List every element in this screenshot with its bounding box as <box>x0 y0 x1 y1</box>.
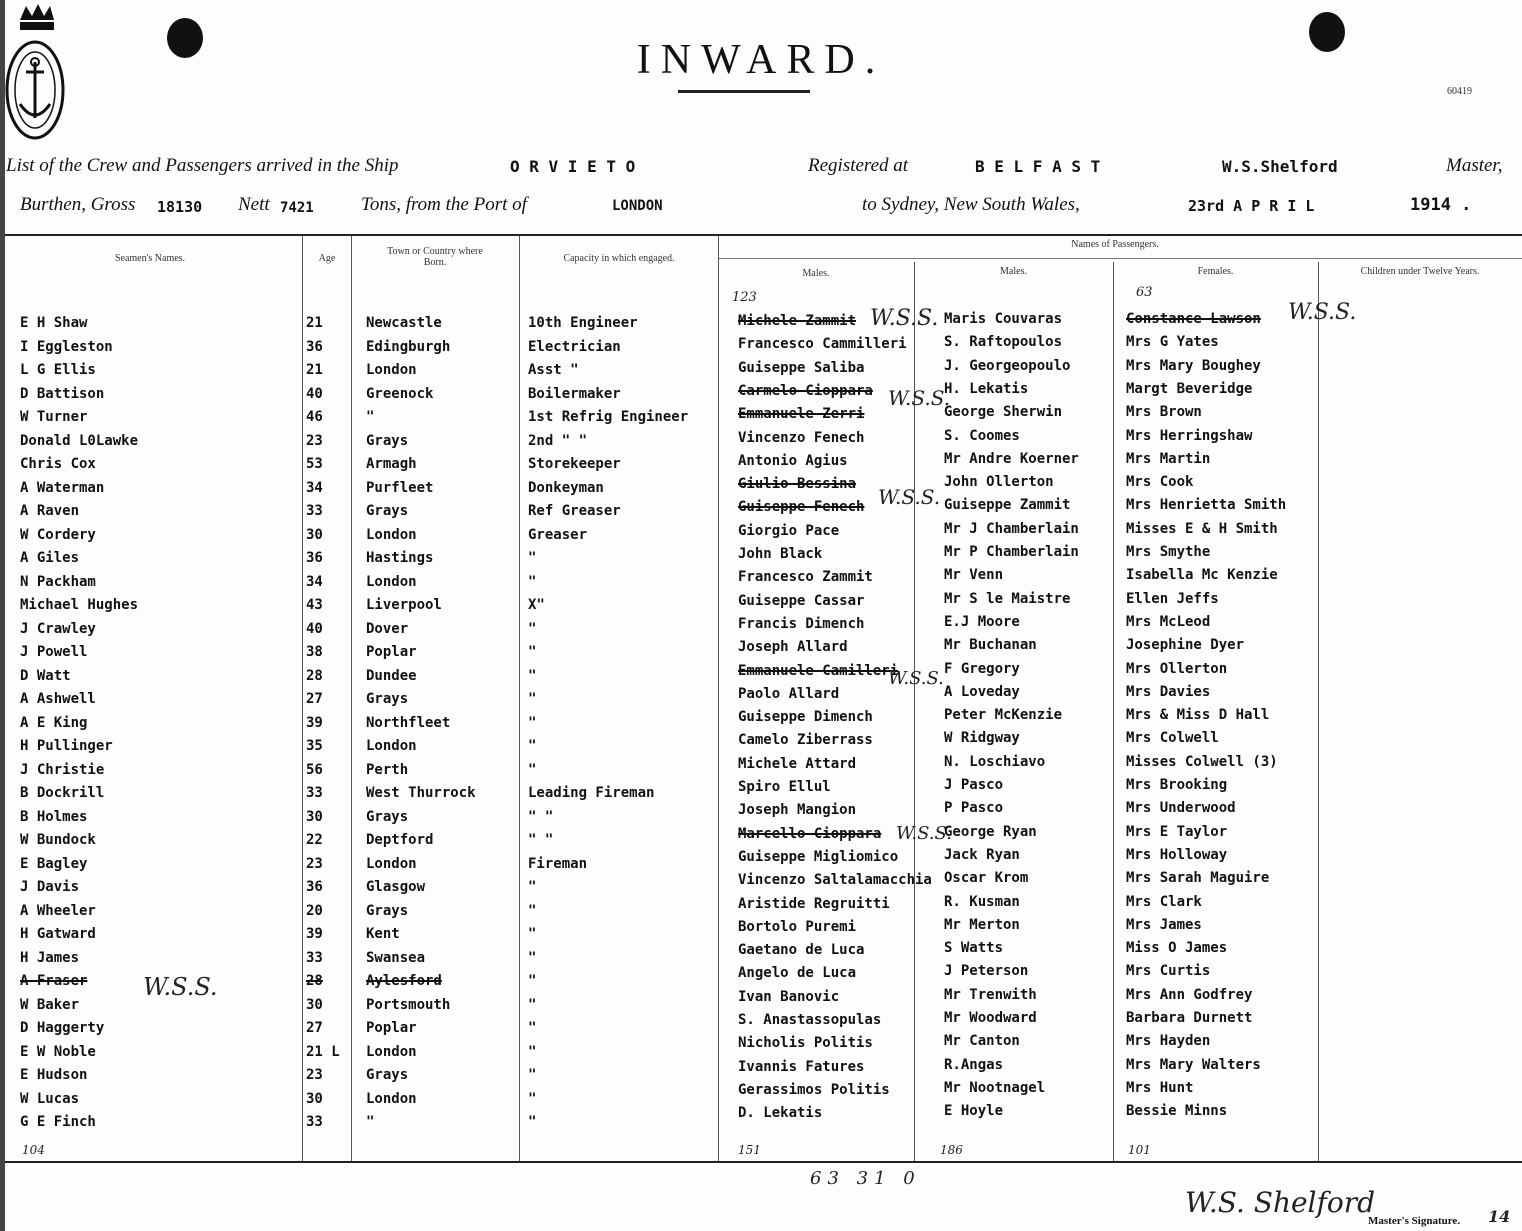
passenger-male: Vincenzo Fenech <box>738 429 865 446</box>
passenger-female: Mrs Ann Godfrey <box>1126 986 1253 1003</box>
passenger-male: Jack Ryan <box>944 846 1020 863</box>
passenger-male: Aristide Regruitti <box>738 895 890 912</box>
seaman-birthplace: Purfleet <box>366 479 434 496</box>
master-label: Master, <box>1446 155 1503 176</box>
seaman-name: J Davis <box>20 879 80 895</box>
seaman-age: 30 <box>306 526 323 543</box>
seaman-birthplace: Glasgow <box>366 879 426 895</box>
passenger-male: Ivan Banovic <box>738 988 840 1005</box>
nett-tons: 7421 <box>280 200 314 216</box>
seaman-age: 36 <box>306 338 323 355</box>
seaman-capacity: Leading Fireman <box>528 785 655 801</box>
females-total: 101 <box>1128 1143 1151 1157</box>
passenger-male: John Ollerton <box>944 474 1054 491</box>
passenger-female: Mrs Curtis <box>1126 963 1211 980</box>
seaman-birthplace: Grays <box>366 902 409 919</box>
seaman-age: 39 <box>306 714 323 731</box>
seaman-name: I Eggleston <box>20 338 113 355</box>
form-number: 60419 <box>1447 86 1472 97</box>
passenger-male: George Ryan <box>944 823 1037 840</box>
destination-label: to Sydney, New South Wales, <box>862 194 1080 215</box>
seaman-capacity: Boilermaker <box>528 385 621 402</box>
passenger-male: Bortolo Puremi <box>738 918 857 935</box>
seaman-age: 46 <box>306 409 323 425</box>
col-divider-4 <box>718 236 719 1161</box>
seaman-birthplace: Grays <box>366 432 409 449</box>
seaman-age: 30 <box>306 808 323 825</box>
passenger-female: Mrs Clark <box>1126 893 1202 910</box>
seaman-capacity: Donkeyman <box>528 479 604 496</box>
passenger-female: Mrs & Miss D Hall <box>1126 707 1270 724</box>
seaman-birthplace: Deptford <box>366 832 434 848</box>
seaman-name: W Cordery <box>20 526 96 543</box>
seaman-age: 34 <box>306 479 323 496</box>
passenger-male: Mr P Chamberlain <box>944 544 1079 560</box>
seaman-age: 21 <box>306 362 323 378</box>
seaman-name: E Bagley <box>20 855 88 872</box>
crew-total: 104 <box>22 1143 45 1157</box>
seaman-capacity: " " <box>528 832 554 848</box>
passenger-male: S. Raftopoulos <box>944 334 1063 351</box>
seaman-capacity: X" <box>528 597 545 613</box>
passenger-male: Emmanuele Camilleri <box>738 662 899 679</box>
passenger-male: Carmelo Cioppara <box>738 382 873 399</box>
seaman-name: A Ashwell <box>20 691 96 707</box>
seaman-birthplace: Hastings <box>366 550 434 566</box>
seaman-name: A Wheeler <box>20 902 96 919</box>
signature-label: Master's Signature. <box>1368 1215 1461 1227</box>
passenger-male: E Hoyle <box>944 1103 1004 1120</box>
passenger-female: Mrs McLeod <box>1126 613 1211 630</box>
gross-tons: 18130 <box>157 198 203 216</box>
passenger-female: Isabella Mc Kenzie <box>1126 567 1278 584</box>
passenger-male: Giulio Bessina <box>738 476 857 493</box>
seaman-name: D Battison <box>20 385 105 402</box>
seaman-name: H Pullinger <box>20 738 113 754</box>
passenger-male: Vincenzo Saltalamacchia <box>738 872 932 889</box>
bottom-tally: 63 31 0 <box>810 1168 921 1189</box>
seaman-name: A Waterman <box>20 479 105 496</box>
initials-mark: W.S.S. <box>878 485 941 509</box>
seaman-age: 30 <box>306 1090 323 1107</box>
seaman-birthplace: Poplar <box>366 1020 417 1036</box>
title-underline <box>678 90 810 93</box>
passenger-male: H. Lekatis <box>944 380 1029 397</box>
passenger-female: Mrs Martin <box>1126 450 1211 467</box>
seaman-name: J Powell <box>20 644 88 660</box>
seaman-age: 21 L <box>306 1043 340 1060</box>
seaman-capacity: Asst " <box>528 362 579 378</box>
passenger-male: E.J Moore <box>944 613 1020 630</box>
seaman-birthplace: Grays <box>366 691 409 707</box>
passenger-female: Bessie Minns <box>1126 1103 1228 1120</box>
col-head-males-1: Males. <box>802 268 830 279</box>
seaman-age: 27 <box>306 1020 323 1036</box>
seaman-capacity: " <box>528 691 537 707</box>
seaman-capacity: 10th Engineer <box>528 315 638 331</box>
passenger-male: Michele Zammit <box>738 313 857 329</box>
passenger-male: Francesco Cammilleri <box>738 336 907 353</box>
col-head-passengers: Names of Passengers. <box>1071 239 1159 250</box>
seaman-birthplace: London <box>366 526 417 543</box>
seaman-birthplace: Greenock <box>366 385 434 402</box>
passenger-female: Mrs Hayden <box>1126 1033 1211 1050</box>
seaman-birthplace: Dundee <box>366 667 417 684</box>
passenger-male: J. Georgeopoulo <box>944 357 1071 374</box>
seaman-birthplace: Portsmouth <box>366 996 451 1013</box>
passenger-male: N. Loschiavo <box>944 753 1046 770</box>
males1-top-count: 123 <box>732 290 757 305</box>
seaman-age: 33 <box>306 1114 323 1130</box>
col-head-males-2: Males. <box>1000 266 1027 277</box>
passenger-female: Misses E & H Smith <box>1126 520 1278 537</box>
seaman-birthplace: London <box>366 1090 417 1107</box>
from-port: LONDON <box>612 198 663 214</box>
seaman-capacity: " <box>528 902 537 919</box>
seaman-capacity: " <box>528 573 537 590</box>
females-top-count: 63 <box>1136 285 1153 300</box>
seaman-birthplace: Newcastle <box>366 315 442 331</box>
passenger-male: Guiseppe Migliomico <box>738 848 899 865</box>
passenger-male: Giorgio Pace <box>738 522 840 539</box>
seaman-age: 43 <box>306 597 323 613</box>
seaman-name: J Christie <box>20 761 105 778</box>
page-title: INWARD. <box>636 37 886 83</box>
seaman-capacity: " <box>528 644 537 660</box>
seaman-capacity: " <box>528 667 537 684</box>
seaman-birthplace: West Thurrock <box>366 785 476 801</box>
seaman-name: E H Shaw <box>20 315 88 331</box>
left-border <box>0 0 5 1231</box>
col-divider-1 <box>302 236 303 1161</box>
seaman-birthplace: Dover <box>366 620 409 637</box>
nett-label: Nett <box>238 194 270 215</box>
passenger-male: S Watts <box>944 940 1004 957</box>
master-name: W.S.Shelford <box>1222 157 1338 176</box>
passenger-female: Mrs Mary Walters <box>1126 1056 1261 1073</box>
seaman-birthplace: " <box>366 1114 375 1130</box>
seaman-age: 23 <box>306 432 323 449</box>
col-head-town: Town or Country where Born. <box>387 246 483 268</box>
passenger-male: Guiseppe Fenech <box>738 499 865 516</box>
seaman-name: Chris Cox <box>20 456 96 472</box>
seaman-capacity: Fireman <box>528 855 588 872</box>
registered-label: Registered at <box>808 155 909 176</box>
seaman-capacity: " <box>528 1067 537 1083</box>
passenger-female: Barbara Durnett <box>1126 1010 1253 1026</box>
passenger-male: Joseph Mangion <box>738 802 857 819</box>
seaman-name: H James <box>20 949 80 966</box>
passenger-male: P Pasco <box>944 800 1004 817</box>
passenger-female: Mrs James <box>1126 916 1202 933</box>
passenger-male: Gerassimos Politis <box>738 1081 890 1098</box>
seaman-capacity: Storekeeper <box>528 456 621 472</box>
males2-total: 186 <box>940 1143 963 1157</box>
passenger-male: Mr Nootnagel <box>944 1079 1046 1096</box>
seaman-age: 40 <box>306 620 323 637</box>
passenger-female: Mrs Sarah Maguire <box>1126 870 1270 887</box>
col-head-females: Females. <box>1197 266 1234 277</box>
seaman-birthplace: Kent <box>366 926 400 942</box>
seaman-birthplace: London <box>366 362 417 378</box>
passenger-male: Antonio Agius <box>738 452 848 469</box>
seaman-name: Donald L0Lawke <box>20 432 139 449</box>
seaman-capacity: Greaser <box>528 526 588 543</box>
initials-mark: W.S.S. <box>143 973 218 1001</box>
seaman-age: 28 <box>306 973 323 989</box>
seaman-age: 22 <box>306 832 323 848</box>
seaman-age: 39 <box>306 926 323 942</box>
seaman-name: D Watt <box>20 667 71 684</box>
passenger-male: S. Anastassopulas <box>738 1012 882 1028</box>
passenger-female: Mrs Ollerton <box>1126 660 1228 677</box>
passenger-male: Mr Trenwith <box>944 986 1037 1003</box>
seaman-name: A E King <box>20 714 88 731</box>
passenger-male: Mr Canton <box>944 1033 1020 1050</box>
passenger-male: Mr Buchanan <box>944 637 1037 654</box>
passenger-male: F Gregory <box>944 660 1020 677</box>
seaman-capacity: " <box>528 1043 537 1060</box>
passenger-female: Mrs Brown <box>1126 404 1202 421</box>
seaman-birthplace: Grays <box>366 808 409 825</box>
seaman-capacity: 2nd " " <box>528 432 588 449</box>
seaman-name: N Packham <box>20 573 96 590</box>
passenger-male: Peter McKenzie <box>944 707 1063 724</box>
passenger-male: Guiseppe Zammit <box>944 497 1071 514</box>
passenger-male: R. Kusman <box>944 893 1020 910</box>
seaman-age: 23 <box>306 1067 323 1083</box>
seaman-name: E W Noble <box>20 1043 96 1060</box>
passenger-male: Michele Attard <box>738 755 857 772</box>
arrival-year: 1914 . <box>1410 195 1472 215</box>
passenger-female: Mrs Herringshaw <box>1126 427 1253 444</box>
seaman-capacity: " <box>528 761 537 778</box>
seaman-capacity: Ref Greaser <box>528 503 621 519</box>
seaman-name: H Gatward <box>20 926 96 942</box>
passenger-female: Mrs Davies <box>1126 683 1211 700</box>
initials-mark: W.S.S. <box>888 386 951 410</box>
passenger-male: Gaetano de Luca <box>738 942 865 959</box>
seaman-capacity: " <box>528 620 537 637</box>
passenger-female: Mrs Cook <box>1126 474 1194 491</box>
seaman-capacity: " <box>528 949 537 966</box>
col-divider-2 <box>351 236 352 1161</box>
seaman-birthplace: Poplar <box>366 644 417 660</box>
initials-mark: W.S.S. <box>888 668 944 689</box>
seaman-capacity: Electrician <box>528 338 621 355</box>
passenger-male: J Peterson <box>944 963 1029 980</box>
passenger-female: Mrs E Taylor <box>1126 823 1228 840</box>
passenger-male: George Sherwin <box>944 404 1063 421</box>
seaman-age: 27 <box>306 691 323 707</box>
seaman-name: J Crawley <box>20 620 96 637</box>
seaman-age: 23 <box>306 855 323 872</box>
seaman-age: 36 <box>306 879 323 895</box>
passenger-male: Mr J Chamberlain <box>944 520 1079 537</box>
passenger-male: Camelo Ziberrass <box>738 732 873 749</box>
page-mark: 14 <box>1488 1207 1511 1226</box>
seaman-capacity: " <box>528 550 537 566</box>
col-divider-3 <box>519 236 520 1161</box>
passenger-female: Mrs Colwell <box>1126 730 1219 747</box>
seaman-name: G E Finch <box>20 1114 96 1130</box>
seaman-age: 35 <box>306 738 323 754</box>
passenger-male: D. Lekatis <box>738 1105 823 1122</box>
seaman-birthplace: Aylesford <box>366 973 442 989</box>
seaman-name: A Giles <box>20 550 80 566</box>
seaman-birthplace: London <box>366 573 417 590</box>
passenger-female: Margt Beveridge <box>1126 380 1253 397</box>
passenger-female: Constance Lawson <box>1126 311 1261 327</box>
passenger-male: Mr Venn <box>944 567 1004 584</box>
passenger-male: Joseph Allard <box>738 639 848 656</box>
passenger-male: Mr Merton <box>944 916 1020 933</box>
registered-port: B E L F A S T <box>975 157 1101 176</box>
seaman-age: 33 <box>306 949 323 966</box>
seaman-birthplace: Edingburgh <box>366 338 451 355</box>
passenger-male: Mr Woodward <box>944 1010 1037 1026</box>
passenger-male: Paolo Allard <box>738 685 840 702</box>
seaman-birthplace: London <box>366 1043 417 1060</box>
col-head-seamen: Seamen's Names. <box>114 253 186 264</box>
seaman-capacity: " <box>528 926 537 942</box>
seaman-age: 40 <box>306 385 323 402</box>
passenger-female: Mrs G Yates <box>1126 334 1219 351</box>
seaman-birthplace: London <box>366 738 417 754</box>
passenger-male: Ivannis Fatures <box>738 1058 865 1075</box>
seaman-birthplace: " <box>366 409 375 425</box>
seaman-name: Michael Hughes <box>20 597 139 613</box>
list-label: List of the Crew and Passengers arrived in the Ship <box>6 155 399 176</box>
seaman-name: B Holmes <box>20 808 88 825</box>
passenger-male: Mr Andre Koerner <box>944 450 1079 467</box>
tons-label: Tons, from the Port of <box>361 194 527 215</box>
burthen-label: Burthen, Gross <box>20 194 136 215</box>
seaman-capacity: " <box>528 879 537 895</box>
col-divider-6 <box>1113 262 1114 1161</box>
table-bottom-rule <box>5 1161 1522 1163</box>
seaman-name: A Fraser <box>20 973 88 989</box>
arrival-date: 23rd A P R I L <box>1188 197 1315 215</box>
passenger-male: Marcello Cioppara <box>738 825 882 842</box>
seaman-capacity: " <box>528 1020 537 1036</box>
passenger-female: Mrs Brooking <box>1126 777 1228 793</box>
passenger-female: Ellen Jeffs <box>1126 590 1219 607</box>
passenger-male: Angelo de Luca <box>738 965 857 982</box>
seaman-capacity: " <box>528 1114 537 1130</box>
passenger-male: Emmanuele Zerri <box>738 406 865 423</box>
seaman-name: E Hudson <box>20 1067 88 1083</box>
seaman-age: 20 <box>306 902 323 919</box>
master-signature: W.S. Shelford <box>1185 1186 1376 1219</box>
passenger-female: Miss O James <box>1126 940 1228 957</box>
passenger-female: Mrs Hunt <box>1126 1079 1194 1096</box>
passenger-male: Francesco Zammit <box>738 569 873 586</box>
seaman-birthplace: Armagh <box>366 456 417 472</box>
seaman-capacity: 1st Refrig Engineer <box>528 409 689 425</box>
seaman-capacity: " <box>528 738 537 754</box>
seaman-birthplace: Grays <box>366 1067 409 1083</box>
seaman-birthplace: Swansea <box>366 949 426 966</box>
initials-mark: W.S.S. <box>896 823 952 844</box>
passenger-male: A Loveday <box>944 683 1020 700</box>
passenger-female: Josephine Dyer <box>1126 637 1245 654</box>
ship-name: O R V I E T O <box>510 157 636 176</box>
passenger-female: Mrs Holloway <box>1126 846 1228 863</box>
passenger-female: Mrs Underwood <box>1126 800 1236 817</box>
seaman-age: 30 <box>306 996 323 1013</box>
passenger-female: Misses Colwell (3) <box>1126 753 1278 770</box>
seaman-age: 38 <box>306 644 323 660</box>
seaman-age: 28 <box>306 667 323 684</box>
seaman-capacity: " " <box>528 808 554 825</box>
seaman-name: W Bundock <box>20 832 96 848</box>
passenger-male: Mr S le Maistre <box>944 590 1071 607</box>
passenger-female: Mrs Smythe <box>1126 544 1211 560</box>
passenger-male: Francis Dimench <box>738 615 865 632</box>
seaman-age: 34 <box>306 573 323 590</box>
passenger-female: Mrs Mary Boughey <box>1126 357 1261 374</box>
passenger-male: Oscar Krom <box>944 870 1029 887</box>
seaman-birthplace: Perth <box>366 761 409 778</box>
seaman-name: W Lucas <box>20 1090 80 1107</box>
passenger-male: S. Coomes <box>944 427 1020 444</box>
passenger-subhead-rule <box>718 258 1522 259</box>
seaman-name: D Haggerty <box>20 1020 105 1036</box>
seaman-birthplace: Liverpool <box>366 597 442 613</box>
seaman-capacity: " <box>528 714 537 731</box>
col-head-capacity: Capacity in which engaged. <box>563 253 675 264</box>
seaman-birthplace: Northfleet <box>366 714 451 731</box>
col-head-age: Age <box>318 253 336 264</box>
seaman-age: 33 <box>306 503 323 519</box>
passenger-male: Guiseppe Dimench <box>738 709 873 726</box>
seaman-name: L G Ellis <box>20 362 96 378</box>
seaman-age: 56 <box>306 761 323 778</box>
seaman-name: A Raven <box>20 503 80 519</box>
col-head-children: Children under Twelve Years. <box>1360 266 1480 277</box>
seaman-name: B Dockrill <box>20 785 105 801</box>
seaman-age: 21 <box>306 315 323 331</box>
passenger-male: R.Angas <box>944 1056 1004 1073</box>
passenger-male: Maris Couvaras <box>944 311 1063 327</box>
seaman-name: W Baker <box>20 996 80 1013</box>
col-divider-7 <box>1318 262 1319 1161</box>
passenger-male: Spiro Ellul <box>738 779 831 795</box>
seaman-capacity: " <box>528 996 537 1013</box>
males1-total: 151 <box>738 1143 761 1157</box>
initials-mark: W.S.S. <box>870 306 939 331</box>
seaman-age: 53 <box>306 456 323 472</box>
seaman-capacity: " <box>528 973 537 989</box>
passenger-male: Nicholis Politis <box>738 1035 873 1052</box>
seaman-birthplace: London <box>366 855 417 872</box>
passenger-male: John Black <box>738 546 823 562</box>
seaman-capacity: " <box>528 1090 537 1107</box>
seaman-age: 36 <box>306 550 323 566</box>
seaman-age: 33 <box>306 785 323 801</box>
passenger-male: Guiseppe Saliba <box>738 359 865 376</box>
passenger-male: J Pasco <box>944 777 1004 793</box>
passenger-male: W Ridgway <box>944 730 1020 747</box>
seaman-birthplace: Grays <box>366 503 409 519</box>
initials-mark: W.S.S. <box>1288 300 1357 325</box>
passenger-male: Guiseppe Cassar <box>738 592 865 609</box>
seaman-name: W Turner <box>20 409 88 425</box>
passenger-female: Mrs Henrietta Smith <box>1126 497 1287 514</box>
table-top-rule <box>5 234 1522 236</box>
